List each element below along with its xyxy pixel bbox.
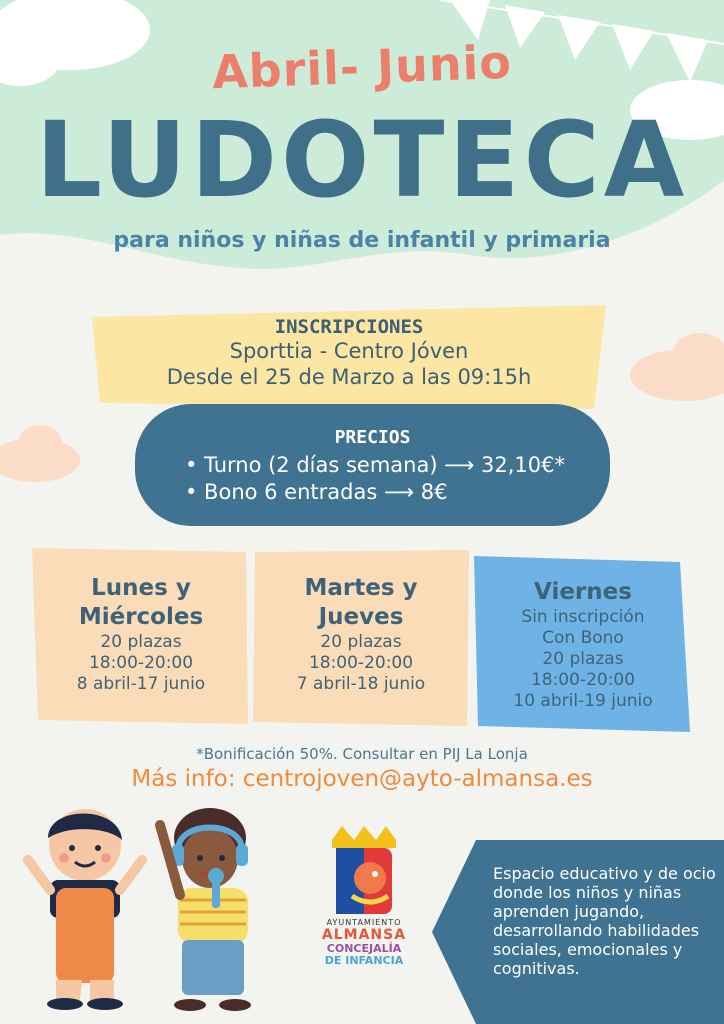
inscripciones-title: INSCRIPCIONES	[274, 316, 424, 338]
card-title-1a: Lunes y	[91, 575, 191, 601]
logo-almansa: ALMANSA	[321, 927, 407, 943]
card-title-2b: Jueves	[318, 604, 404, 630]
almansa-crest-icon	[322, 826, 406, 918]
card-con-bono: Con Bono	[542, 628, 624, 648]
logo-ayuntamiento: AYUNTAMIENTO	[326, 918, 402, 927]
card-title-2a: Martes y	[304, 575, 418, 601]
more-info-contact[interactable]: Más info: centrojoven@ayto-almansa.es	[131, 766, 593, 792]
cloud-right	[630, 325, 724, 405]
precios-list	[185, 452, 565, 506]
card-dates-3: 10 abril-19 junio	[513, 691, 653, 711]
card-time-2: 18:00-20:00	[308, 653, 414, 673]
card-dates-2: 7 abril-18 junio	[296, 674, 426, 694]
schedule-card-martes-jueves	[254, 574, 468, 746]
girl-figure	[160, 808, 251, 1011]
bonificacion-note: *Bonificación 50%. Consultar en PIJ La Lonja	[196, 745, 528, 763]
card-plazas-2: 20 plazas	[320, 632, 402, 652]
cloud-left	[0, 415, 80, 485]
inscripciones-block	[92, 316, 606, 390]
precio-item-turno: • Turno (2 días semana) ⟶ 32,10€*	[185, 453, 565, 477]
precios-title: PRECIOS	[334, 427, 411, 448]
card-plazas-1: 20 plazas	[100, 632, 182, 652]
boy-figure	[28, 809, 142, 1010]
inscripciones-line2: Desde el 25 de Marzo a las 09:15h	[166, 365, 532, 389]
schedule-card-lunes-miercoles	[34, 574, 248, 746]
subtitle-text: para niños y niñas de infantil y primaria	[113, 228, 611, 253]
inscripciones-line1: Sporttia - Centro Jóven	[229, 339, 469, 363]
children-illustration	[20, 800, 280, 1015]
card-plazas-3: 20 plazas	[542, 649, 624, 669]
card-time-3: 18:00-20:00	[530, 670, 636, 690]
period-title: Abril- Junio	[211, 34, 513, 100]
logo-concejalia: CONCEJALÍA	[326, 942, 402, 955]
card-dates-1: 8 abril-17 junio	[76, 674, 206, 694]
logo-de-infancia: DE INFANCIA	[324, 954, 404, 967]
card-sin-inscripcion: Sin inscripción	[521, 607, 645, 627]
precio-item-bono: • Bono 6 entradas ⟶ 8€	[185, 480, 448, 504]
schedule-card-viernes	[476, 578, 690, 750]
card-title-3: Viernes	[534, 579, 632, 605]
description-text: Espacio educativo y de ocio donde los niños y niñas aprenden jugando, desarrollando habilidades sociales, emocionales y cognitivas.	[493, 864, 716, 978]
card-title-1b: Miércoles	[78, 604, 204, 630]
page-subtitle	[0, 228, 724, 253]
page-title: LUDOTECA	[35, 99, 689, 221]
card-time-1: 18:00-20:00	[88, 653, 194, 673]
logo-text-block	[306, 918, 422, 967]
